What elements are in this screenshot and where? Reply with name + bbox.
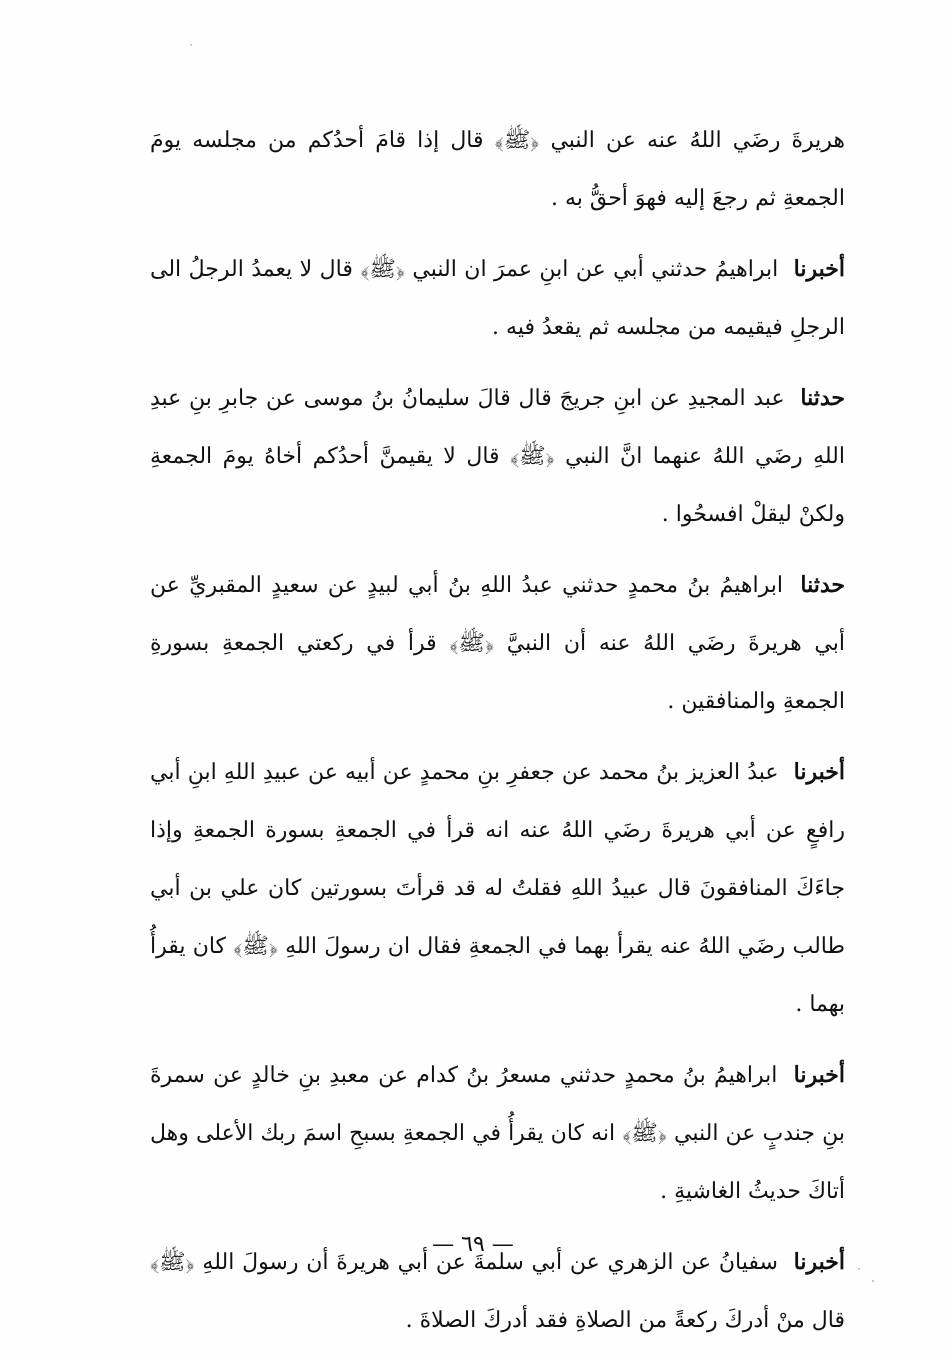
paragraph-text: ابراهيمُ حدثني أبي عن ابنِ عمرَ ان النبي ﴿ﷺ﴾ قال لا يعمدُ الرجلُ الى الرجلِ فيقيمه من مجلسه ثم يقعدُ فيه . xyxy=(150,257,845,340)
isnad-lead-word: حدثنا xyxy=(800,572,845,598)
hadith-paragraph xyxy=(150,369,845,544)
hadith-paragraph xyxy=(150,1046,845,1221)
paragraph-text: عبد المجيدِ عن ابنِ جريجَ قال قالَ سليمانُ بنُ موسى عن جابرِ بنِ عبدِ اللهِ رضَي اللهُ عنهما انَّ النبي ﴿ﷺ﴾ قال لا يقيمنَّ أحدُكم أخاهُ يومَ الجمعةِ ولكنْ ليقلْ افسحُوا . xyxy=(150,386,845,527)
isnad-lead-word: حدثنا xyxy=(800,385,845,411)
hadith-paragraph xyxy=(150,112,845,228)
paragraph-text: سفيانُ عن الزهري عن أبي سلمةَ عن أبي هريرةَ أن رسولَ اللهِ ﴿ﷺ﴾ قال منْ أدركَ ركعةً من الصلاةِ فقد أدركَ الصلاةَ . xyxy=(150,1250,845,1333)
paragraph-text: عبدُ العزيز بنُ محمد عن جعفرِ بنِ محمدٍ عن أبيه عن عبيدِ اللهِ ابنِ أبي رافعٍ عن أبي هريرةَ رضَي اللهُ عنه انه قرأ في الجمعةِ بسورة الجمعةِ وإذا جاءَكَ المنافقونَ قال عبيدُ اللهِ فقلتُ له قد قرأتَ بسورتين كان علي بن أبي طالب رضَي اللهُ عنه يقرأ بهما في الجمعةِ فقال ان رسولَ اللهِ ﴿ﷺ﴾ كان يقرأُ بهما . xyxy=(150,760,845,1017)
paragraph-text: هريرةَ رضَي اللهُ عنه عن النبي ﴿ﷺ﴾ قال إذا قامَ أحدُكم من مجلسه يومَ الجمعةِ ثم رجعَ إليه فهوَ أحقُّ به . xyxy=(150,128,845,211)
paragraph-text: ابراهيمُ بنُ محمدٍ حدثني مسعرُ بنُ كدام عن معبدِ بنِ خالدٍ عن سمرةَ بنِ جندبٍ عن النبي ﴿ﷺ﴾ انه كان يقرأُ في الجمعةِ بسبحِ اسمَ ربك الأعلى وهل أتاكَ حديثُ الغاشيةِ . xyxy=(150,1063,845,1204)
scan-speck xyxy=(858,1268,860,1270)
isnad-lead-word: أخبرنا xyxy=(793,1062,845,1088)
paragraph-text: ابراهيمُ بنُ محمدٍ حدثني عبدُ اللهِ بنُ أبي لبيدٍ عن سعيدٍ المقبريِّ عن أبي هريرةَ رضَي اللهُ عنه أن النبيَّ ﴿ﷺ﴾ قرأ في ركعتي الجمعةِ بسورةِ الجمعةِ والمنافقين . xyxy=(150,573,845,714)
scan-speck xyxy=(872,1280,874,1282)
scan-speck xyxy=(190,44,192,46)
page-number: — ٦٩ — xyxy=(432,1232,514,1257)
hadith-paragraph xyxy=(150,743,845,1034)
isnad-lead-word: أخبرنا xyxy=(793,256,845,282)
isnad-lead-word: أخبرنا xyxy=(793,1249,845,1275)
isnad-lead-word: أخبرنا xyxy=(793,759,845,785)
hadith-text-block xyxy=(150,112,845,1362)
hadith-paragraph xyxy=(150,240,845,357)
hadith-paragraph xyxy=(150,556,845,731)
